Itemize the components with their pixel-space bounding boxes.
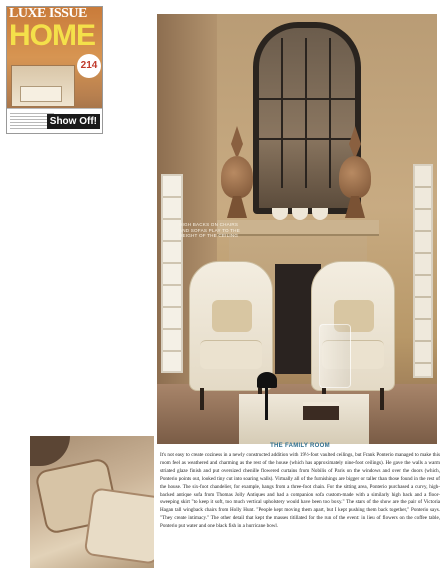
urn-left	[217, 126, 257, 218]
window-left	[161, 174, 183, 373]
mantel-bowls	[272, 204, 328, 220]
family-room-photo	[157, 14, 437, 444]
magazine-cover	[7, 7, 102, 133]
cover-masthead-title: HOME	[9, 19, 95, 52]
cover-show-off-tag: Show Off!	[47, 114, 100, 129]
cover-badge: 214	[77, 54, 101, 78]
mantel	[217, 220, 379, 236]
article-heading: THE FAMILY ROOM	[270, 443, 330, 449]
urn-right	[335, 126, 375, 218]
article-body: It's not easy to create coziness in a newly constructed addition with 19½-foot vaulted ceilings, but Frank Ponterio managed to make this room feel as weathered and charming as the rest of the house (which has approximately nine-foot ceilings). He gave the walls a warm striated glaze finish and put oversized chenille flowered curtains from Nobilis of Paris on the windows and over the doors (which, Ponterio points out, looked tiny cut into soaring walls). Virtually all of the furnishings are bigger or taller than those found in the rest of the house. The six-foot chandelier, for example, hangs from a three-foot chain. For the sitting area, Ponterio purchased a curvy, high-backed antique sofa from Thomas Jolly Antiques and had a companion sofa custom-made with a similarly high back and a floor-sweeping skirt "to keep it soft, too much vertical upholstery would have been too boxy." The stars of the show are the pair of Victoria Hagan tall wingback chairs from Holly Hunt. "People kept moving them apart, but I kept pushing them back together," Ponterio says. "They create intimacy." The other detail that kept the masses titillated for the run of the event: in lieu of flowers on the coffee table, Ponterio put water and one black fish in a hurricane bowl.	[160, 452, 440, 530]
black-sculpture	[255, 372, 279, 422]
cover-room-image	[11, 65, 75, 107]
pillow-detail-photo	[30, 436, 154, 568]
books-stack	[303, 402, 339, 420]
cover-footer	[7, 108, 102, 133]
cover-masthead-top: LUXE ISSUE	[9, 7, 87, 21]
photo-caption: HIGH BACKS ON CHAIRS AND SOFAS PLAY TO THE HEIGHT OF THE CEILING	[179, 222, 240, 239]
window-right	[413, 164, 433, 378]
pillow	[84, 487, 154, 565]
article	[160, 443, 440, 571]
glass-hurricane	[319, 324, 351, 388]
